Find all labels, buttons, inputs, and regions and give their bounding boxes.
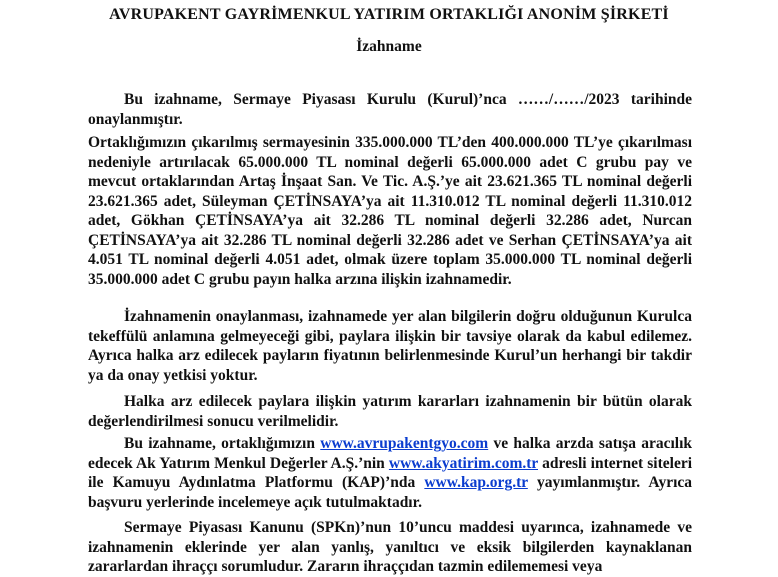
kap-website-link[interactable]: www.kap.org.tr <box>424 474 528 491</box>
akyatirim-website-link[interactable]: www.akyatirim.com.tr <box>388 454 538 472</box>
approval-text: Bu izahname, Sermaye Piyasası Kurulu (Kurul)’nca ……/……/2023 tarihinde onaylanmıştır. <box>88 91 692 128</box>
document-type-title: İzahname <box>356 38 422 55</box>
disclaimer-paragraph <box>88 307 692 385</box>
publication-text-1: Bu izahname, ortaklığımızın <box>124 435 315 452</box>
publication-paragraph <box>88 434 692 512</box>
publication-text-3: adresli internet siteleri ile Kamuyu Aydınlatma Platformu (KAP)’nda <box>88 454 693 491</box>
offering-paragraph: Ortaklığımızın çıkarılmış sermayesinin 335.000.000 TL’den 400.000.000 TL’ye çıkarılması nedeniyle artırılacak 65.000.000 TL nominal değerli 65.000.000 adet C grubu pay ve mevcut ortaklarından Artaş İnşaat San. Ve Tic. A.Ş.’ye ait 23.621.365 TL nominal değerli 23.621.365 adet, Süleyman ÇETİNSAYA’ya ait 11.310.012 TL nominal değerli 11.310.012 adet, Gökhan ÇETİNSAYA’ya ait 32.286 TL nominal değerli 32.286 adet, Nurcan ÇETİNSAYA’ya ait 32.286 TL nominal değerli 32.286 adet ve Serhan ÇETİNSAYA’ya ait 4.051 TL nominal değerli 4.051 adet, olmak üzere toplam 35.000.000 TL nominal değerli 35.000.000 adet C grubu payın halka arzına ilişkin izahnamedir. <box>88 134 692 288</box>
disclaimer-text: İzahnamenin onaylanması, izahnamede yer alan bilgilerin doğru olduğunun Kurulca tekeffülü anlamına gelmeyeceği gibi, paylara ilişkin bir tavsiye olarak da kabul edilemez. Ayrıca halka arz edilecek payların fiyatının belirlenmesinde Kurul’un herhangi bir takdir ya da onay yetkisi yoktur. <box>88 308 692 384</box>
liability-text: Sermaye Piyasası Kanunu (SPKn)’nun 10’uncu maddesi uyarınca, izahnamede ve izahnamenin eklerinde yer alan yanlış, yanıltıcı ve eksik bilgilerden kaynaklanan zararlardan ihraççı sorumludur. Zararın ihraççıdan tazmin edilememesi veya <box>88 519 692 575</box>
approval-paragraph <box>88 90 692 129</box>
investment-decision-text: Halka arz edilecek paylara ilişkin yatırım kararları izahnamenin bir bütün olarak değerlendirilmesi sonucu verilmelidir. <box>88 393 692 430</box>
publication-text-4: yayımlanmıştır. Ayrıca başvuru yerlerinde incelemeye açık tutulmaktadır. <box>88 474 693 511</box>
investment-decision-paragraph <box>88 392 692 431</box>
avrupakent-website-link[interactable]: www.avrupakentgyo.com <box>320 435 489 452</box>
liability-paragraph <box>88 518 692 577</box>
publication-text-2: ve halka arzda satışa aracılık edecek Ak Yatırım Menkul Değerler A.Ş.’nin <box>88 435 693 472</box>
company-title: AVRUPAKENT GAYRİMENKUL YATIRIM ORTAKLIĞI ANONİM ŞİRKETİ <box>109 6 669 23</box>
